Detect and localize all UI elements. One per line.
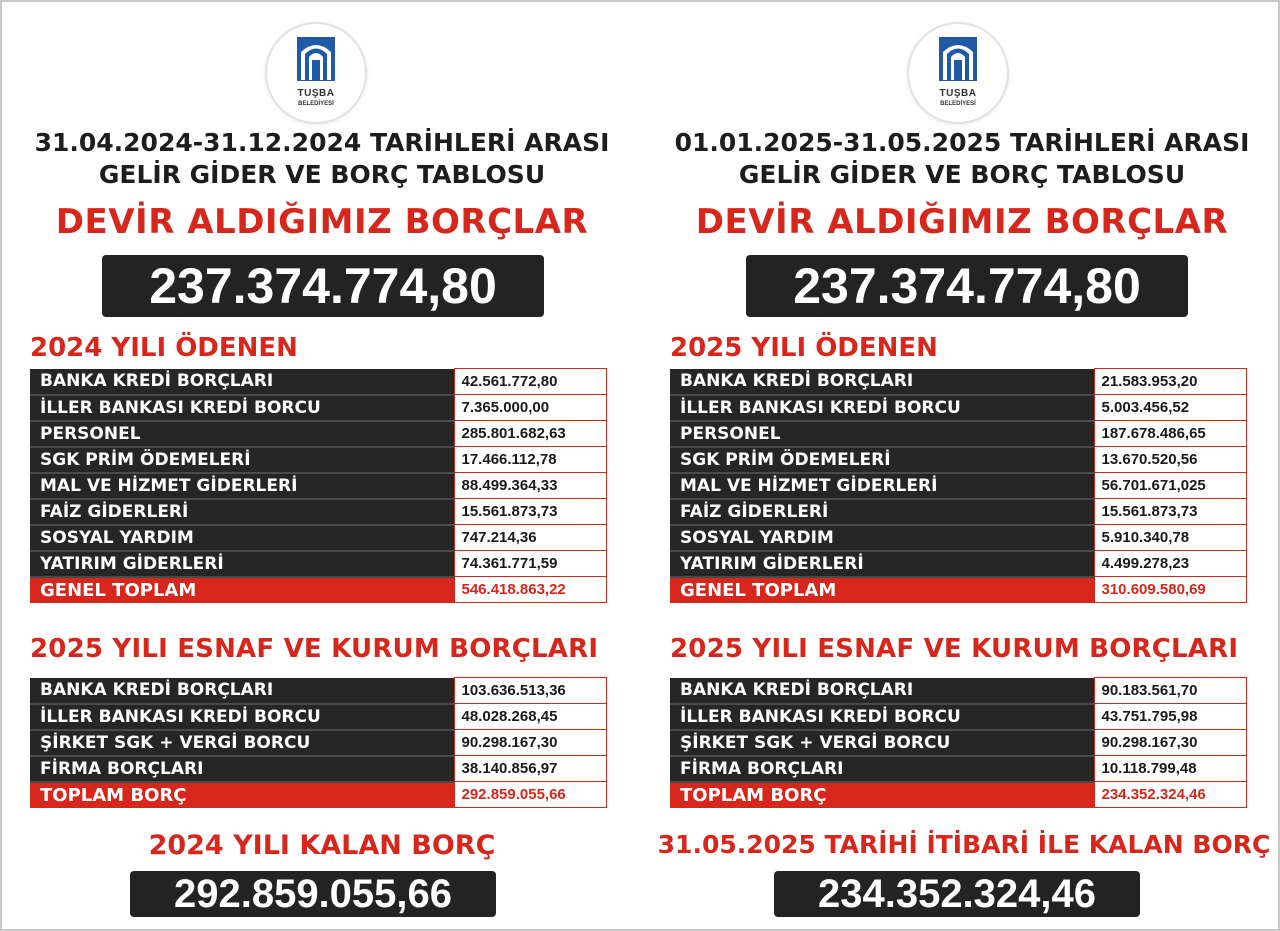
total-row [30,782,606,808]
total-row [670,782,1246,808]
table-row [670,525,1246,551]
row-value: 56.701.671,025 [1094,473,1246,499]
municipality-logo [909,24,1007,122]
table-heading: GELİR GİDER VE BORÇ TABLOSU [98,160,546,189]
table-row [670,447,1246,473]
row-value: 103.636.513,36 [454,678,606,704]
row-value: 747.214,36 [454,525,606,551]
table-row [670,369,1246,395]
row-label: PERSONEL [30,421,454,447]
row-label: BANKA KREDİ BORÇLARI [30,678,454,704]
row-label: İLLER BANKASI KREDİ BORCU [30,395,454,421]
total-value: 546.418.863,22 [454,577,606,603]
logo-sub-text: BELEDİYESİ [940,101,976,107]
row-label: ŞİRKET SGK + VERGİ BORCU [30,730,454,756]
table-row [30,730,606,756]
table-row [30,395,606,421]
logo-brand-text: TUŞBA [297,88,335,99]
debt-section-title: 2025 YILI ESNAF VE KURUM BORÇLARI [670,634,1239,664]
table-row [670,421,1246,447]
table-row [30,421,606,447]
paid-table [670,368,1247,603]
total-label: TOPLAM BORÇ [670,782,1094,808]
debt-section-title: 2025 YILI ESNAF VE KURUM BORÇLARI [30,634,599,664]
tusba-gate-icon [296,36,336,82]
remaining-debt-title: 31.05.2025 TARİHİ İTİBARİ İLE KALAN BORÇ [657,830,1271,859]
row-label: İLLER BANKASI KREDİ BORCU [30,704,454,730]
row-label: BANKA KREDİ BORÇLARI [670,369,1094,395]
row-label: PERSONEL [670,421,1094,447]
row-value: 38.140.856,97 [454,756,606,782]
row-label: SGK PRİM ÖDEMELERİ [670,447,1094,473]
table-row [670,473,1246,499]
table-heading: GELİR GİDER VE BORÇ TABLOSU [738,160,1186,189]
row-value: 13.670.520,56 [1094,447,1246,473]
remaining-debt-amount: 292.859.055,66 [130,871,496,917]
table-row [30,551,606,577]
tusba-gate-icon [938,36,978,82]
row-label: YATIRIM GİDERLERİ [30,551,454,577]
row-value: 43.751.795,98 [1094,704,1246,730]
total-label: TOPLAM BORÇ [30,782,454,808]
row-value: 187.678.486,65 [1094,421,1246,447]
total-value: 292.859.055,66 [454,782,606,808]
total-label: GENEL TOPLAM [670,577,1094,603]
row-value: 74.361.771,59 [454,551,606,577]
row-value: 5.910.340,78 [1094,525,1246,551]
row-label: BANKA KREDİ BORÇLARI [30,369,454,395]
total-value: 310.609.580,69 [1094,577,1246,603]
table-row [30,499,606,525]
row-value: 4.499.278,23 [1094,551,1246,577]
paid-table [30,368,607,603]
table-row [670,756,1246,782]
row-label: MAL VE HİZMET GİDERLERİ [670,473,1094,499]
table-row [670,499,1246,525]
row-label: FİRMA BORÇLARI [670,756,1094,782]
row-value: 5.003.456,52 [1094,395,1246,421]
row-label: ŞİRKET SGK + VERGİ BORCU [670,730,1094,756]
table-row [30,678,606,704]
row-label: İLLER BANKASI KREDİ BORCU [670,704,1094,730]
remaining-debt-amount: 234.352.324,46 [774,871,1140,917]
table-row [30,525,606,551]
inherited-debt-amount: 237.374.774,80 [102,255,544,317]
table-row [30,704,606,730]
table-row [30,473,606,499]
paid-section-title: 2025 YILI ÖDENEN [670,333,938,363]
row-label: FİRMA BORÇLARI [30,756,454,782]
logo-sub-text: BELEDİYESİ [298,101,334,107]
row-value: 48.028.268,45 [454,704,606,730]
row-value: 15.561.873,73 [454,499,606,525]
debt-table [670,677,1247,808]
row-value: 10.118.799,48 [1094,756,1246,782]
row-label: İLLER BANKASI KREDİ BORCU [670,395,1094,421]
table-row [30,756,606,782]
total-row [30,577,606,603]
table-row [670,730,1246,756]
row-value: 88.499.364,33 [454,473,606,499]
inherited-debt-title: DEVİR ALDIĞIMIZ BORÇLAR [695,202,1229,242]
row-label: BANKA KREDİ BORÇLARI [670,678,1094,704]
table-row [670,704,1246,730]
table-row [670,551,1246,577]
date-range-heading: 01.01.2025-31.05.2025 TARİHLERİ ARASI [674,128,1250,157]
row-value: 7.365.000,00 [454,395,606,421]
row-value: 42.561.772,80 [454,369,606,395]
inherited-debt-amount: 237.374.774,80 [746,255,1188,317]
row-label: MAL VE HİZMET GİDERLERİ [30,473,454,499]
row-label: YATIRIM GİDERLERİ [670,551,1094,577]
debt-table [30,677,607,808]
row-label: SGK PRİM ÖDEMELERİ [30,447,454,473]
total-row [670,577,1246,603]
paid-section-title: 2024 YILI ÖDENEN [30,333,298,363]
row-value: 90.298.167,30 [1094,730,1246,756]
remaining-debt-title: 2024 YILI KALAN BORÇ [148,830,496,861]
panel-2025 [652,2,1272,929]
row-label: SOSYAL YARDIM [670,525,1094,551]
table-row [670,678,1246,704]
row-value: 21.583.953,20 [1094,369,1246,395]
row-value: 17.466.112,78 [454,447,606,473]
total-label: GENEL TOPLAM [30,577,454,603]
table-row [30,369,606,395]
total-value: 234.352.324,46 [1094,782,1246,808]
table-row [30,447,606,473]
row-label: SOSYAL YARDIM [30,525,454,551]
row-value: 90.298.167,30 [454,730,606,756]
row-value: 90.183.561,70 [1094,678,1246,704]
row-value: 285.801.682,63 [454,421,606,447]
logo-brand-text: TUŞBA [939,88,977,99]
row-value: 15.561.873,73 [1094,499,1246,525]
row-label: FAİZ GİDERLERİ [30,499,454,525]
date-range-heading: 31.04.2024-31.12.2024 TARİHLERİ ARASI [34,128,610,157]
row-label: FAİZ GİDERLERİ [670,499,1094,525]
municipality-logo [267,24,365,122]
inherited-debt-title: DEVİR ALDIĞIMIZ BORÇLAR [55,202,589,242]
panel-2024 [12,2,632,929]
table-row [670,395,1246,421]
